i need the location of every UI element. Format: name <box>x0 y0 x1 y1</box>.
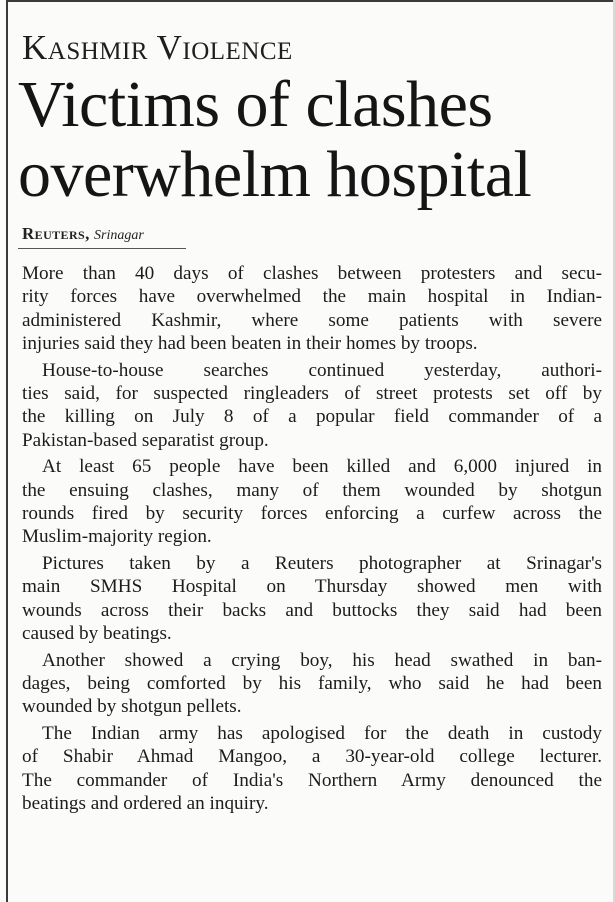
article-line: rounds fired by security forces enforcing a curfew across the <box>22 503 602 525</box>
byline-agency: Reuters, <box>22 224 90 243</box>
article-line: of Shabir Ahmad Mangoo, a 30-year-old college lecturer. <box>22 746 602 768</box>
article-line: Muslim-majority region. <box>22 526 212 548</box>
article-line: the ensuing clashes, many of them wounded by shotgun <box>22 479 602 501</box>
article-paragraph <box>22 722 602 816</box>
article-body <box>22 262 602 818</box>
section-kicker: Kashmir Violence <box>22 28 293 67</box>
article-line: House-to-house searches continued yesterday, authori- <box>42 359 602 381</box>
headline <box>18 70 608 210</box>
article-line: the killing on July 8 of a popular field commander of a <box>22 406 602 428</box>
article-line: wounds across their backs and buttocks they said had been <box>22 599 602 621</box>
byline-divider <box>18 248 186 249</box>
article-paragraph <box>22 262 602 356</box>
article-line: At least 65 people have been killed and 6,000 injured in <box>42 456 602 478</box>
article-line: caused by beatings. <box>22 623 172 645</box>
article-line: rity forces have overwhelmed the main hospital in Indian- <box>22 286 602 308</box>
headline-line: overwhelm hospital <box>18 138 532 211</box>
article-paragraph <box>22 455 602 549</box>
byline <box>22 222 144 248</box>
article-line: The Indian army has apologised for the death in custody <box>42 722 602 744</box>
article-line: wounded by shotgun pellets. <box>22 696 242 718</box>
byline-dateline: Srinagar <box>94 228 144 243</box>
column-rule-left <box>6 0 8 902</box>
column-rule-top <box>6 0 615 2</box>
article-paragraph <box>22 552 602 646</box>
article-paragraph <box>22 359 602 453</box>
article-line: Another showed a crying boy, his head swathed in ban- <box>42 649 602 671</box>
article-line: The commander of India's Northern Army denounced the <box>22 769 602 791</box>
article-line: injuries said they had been beaten in their homes by troops. <box>22 333 478 355</box>
article-line: main SMHS Hospital on Thursday showed men with <box>22 576 602 598</box>
article-line: beatings and ordered an inquiry. <box>22 792 269 814</box>
article-line: Pakistan-based separatist group. <box>22 429 269 451</box>
article-line: ties said, for suspected ringleaders of street protests set off by <box>22 383 602 405</box>
article-line: dages, being comforted by his family, who said he had been <box>22 672 602 694</box>
article-paragraph <box>22 649 602 719</box>
article-line: Pictures taken by a Reuters photographer at Srinagar's <box>42 552 602 574</box>
headline-line: Victims of clashes <box>18 68 493 141</box>
article-line: administered Kashmir, where some patients with severe <box>22 309 602 331</box>
article-line: More than 40 days of clashes between protesters and secu- <box>22 263 602 284</box>
